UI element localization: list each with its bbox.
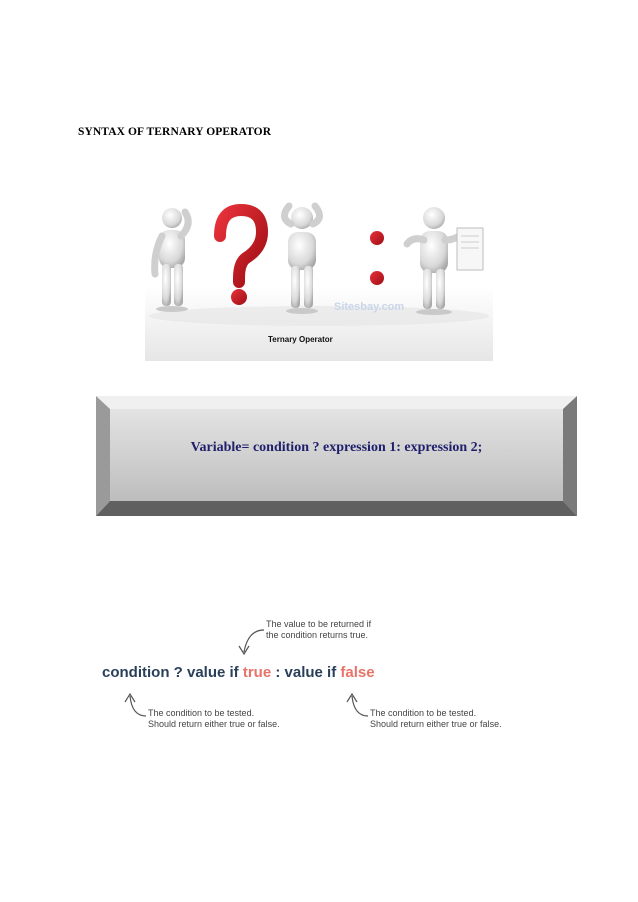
note-line: The condition to be tested.: [370, 708, 477, 718]
expr-middle: : value if: [271, 664, 341, 681]
ternary-expression: [102, 664, 375, 681]
page-heading: SYNTAX OF TERNARY OPERATOR: [78, 126, 272, 138]
confused-figure-icon: [155, 208, 189, 312]
expr-true-keyword: true: [242, 664, 272, 681]
presenter-figure-icon: [407, 207, 483, 315]
bevel-frame: [96, 396, 577, 516]
watermark-text: Sitesbay.com: [334, 301, 405, 313]
note-condition: [148, 708, 280, 730]
arrow-up-icon: [352, 696, 368, 716]
syntax-expression: Variable= condition ? expression 1: expression 2;: [190, 440, 483, 455]
arrow-up-icon: [130, 696, 146, 716]
note-false-value: [370, 708, 502, 730]
note-line: Should return either true or false.: [370, 719, 502, 729]
ternary-operator-illustration: [145, 196, 493, 361]
illustration-caption: Ternary Operator: [268, 335, 333, 344]
syntax-box: [96, 396, 577, 516]
colon-icon: [370, 231, 384, 285]
note-line: The condition to be tested.: [148, 708, 255, 718]
note-true-value: [266, 619, 371, 641]
expr-false-keyword: false: [340, 664, 375, 681]
note-line: The value to be returned if: [266, 619, 372, 629]
thinking-figure-icon: [284, 206, 319, 314]
expr-condition: condition ? value if: [102, 664, 243, 681]
question-mark-icon: [220, 210, 262, 305]
note-line: Should return either true or false.: [148, 719, 280, 729]
ternary-annotated-diagram: [98, 612, 548, 742]
note-line: the condition returns true.: [266, 630, 369, 640]
